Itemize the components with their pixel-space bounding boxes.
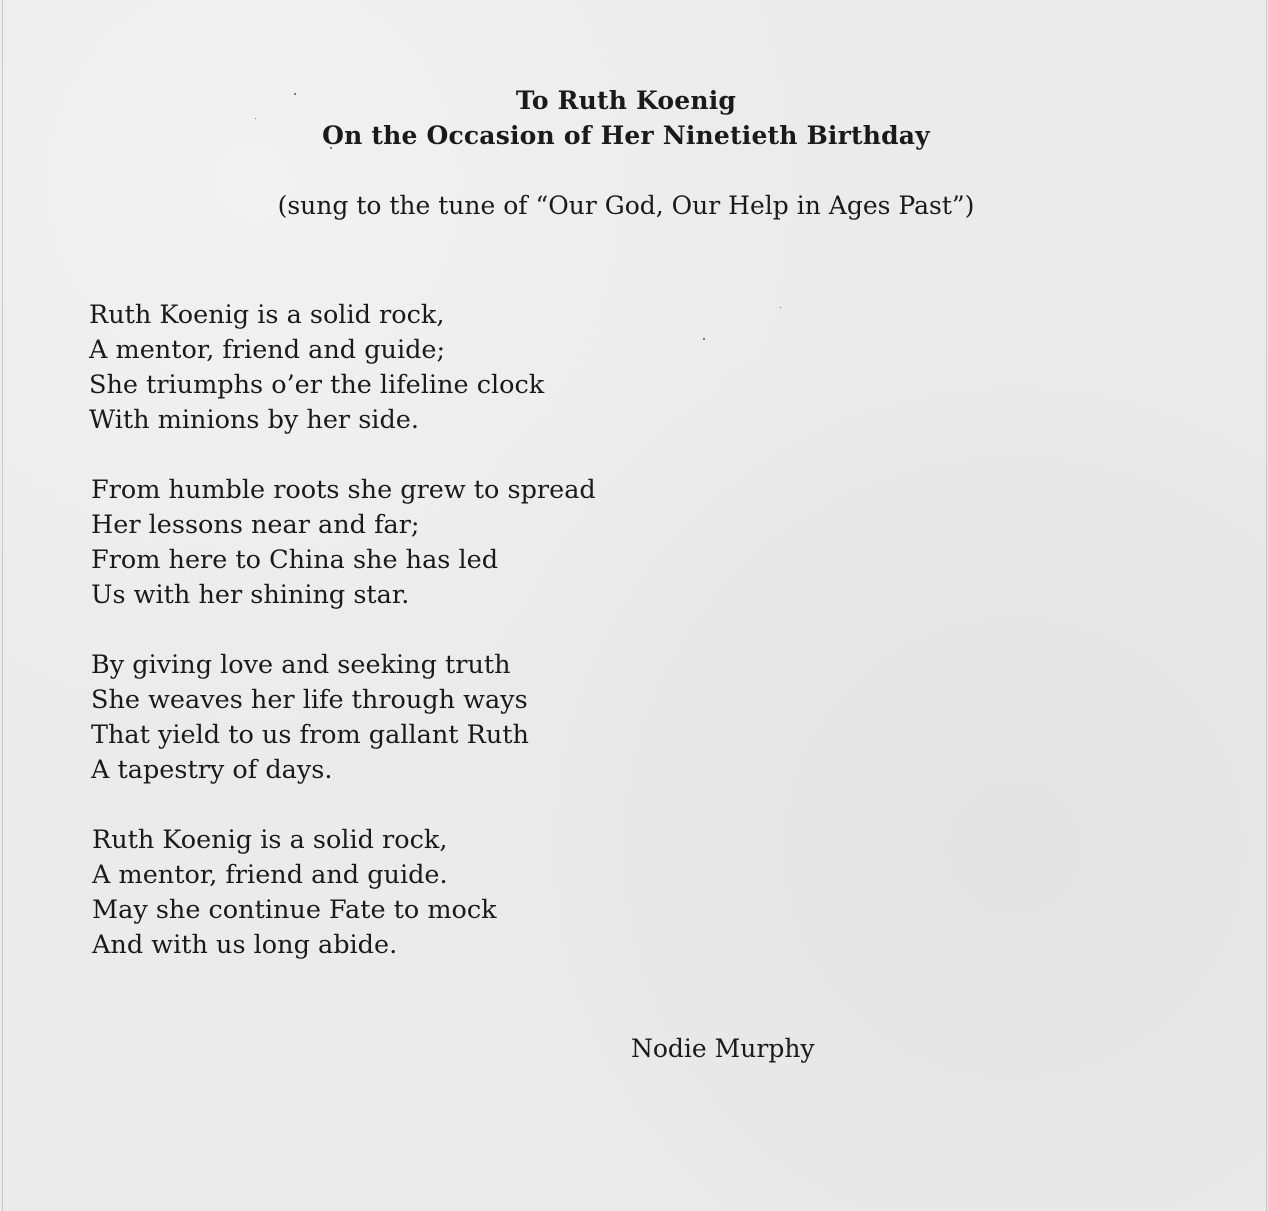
poem-title-occasion: On the Occasion of Her Ninetieth Birthday: [322, 121, 930, 150]
poem-line: Her lessons near and far;: [91, 510, 420, 540]
poem-line: With minions by her side.: [89, 405, 419, 435]
poem-line: She weaves her life through ways: [91, 685, 528, 715]
poem-author: Nodie Murphy: [631, 1034, 815, 1063]
poem-line: Ruth Koenig is a solid rock,: [92, 825, 448, 855]
poem-line: By giving love and seeking truth: [91, 650, 511, 680]
poem-line: That yield to us from gallant Ruth: [91, 720, 529, 750]
poem-line: From humble roots she grew to spread: [91, 475, 596, 505]
poem-body: [89, 298, 789, 998]
scan-speck: [255, 118, 256, 119]
stanza: [89, 298, 789, 438]
poem-subtitle: (sung to the tune of “Our God, Our Help in Ages Past”): [277, 191, 975, 220]
page-edge: [2, 0, 3, 1211]
stanza: [89, 823, 789, 963]
poem-line: Us with her shining star.: [91, 580, 410, 610]
poem-line: A mentor, friend and guide.: [92, 860, 448, 890]
page-edge: [1266, 0, 1267, 1211]
poem-line: A mentor, friend and guide;: [89, 335, 446, 365]
poem-title: To Ruth Koenig: [515, 86, 737, 115]
poem-line: A tapestry of days.: [91, 755, 333, 785]
poem-line: May she continue Fate to mock: [92, 895, 497, 925]
stanza: [89, 473, 789, 613]
poem-line: Ruth Koenig is a solid rock,: [89, 300, 445, 330]
poem-line: And with us long abide.: [92, 930, 398, 960]
stanza: [89, 648, 789, 788]
poem-line: She triumphs o’er the lifeline clock: [89, 370, 545, 400]
poem-line: From here to China she has led: [91, 545, 499, 575]
